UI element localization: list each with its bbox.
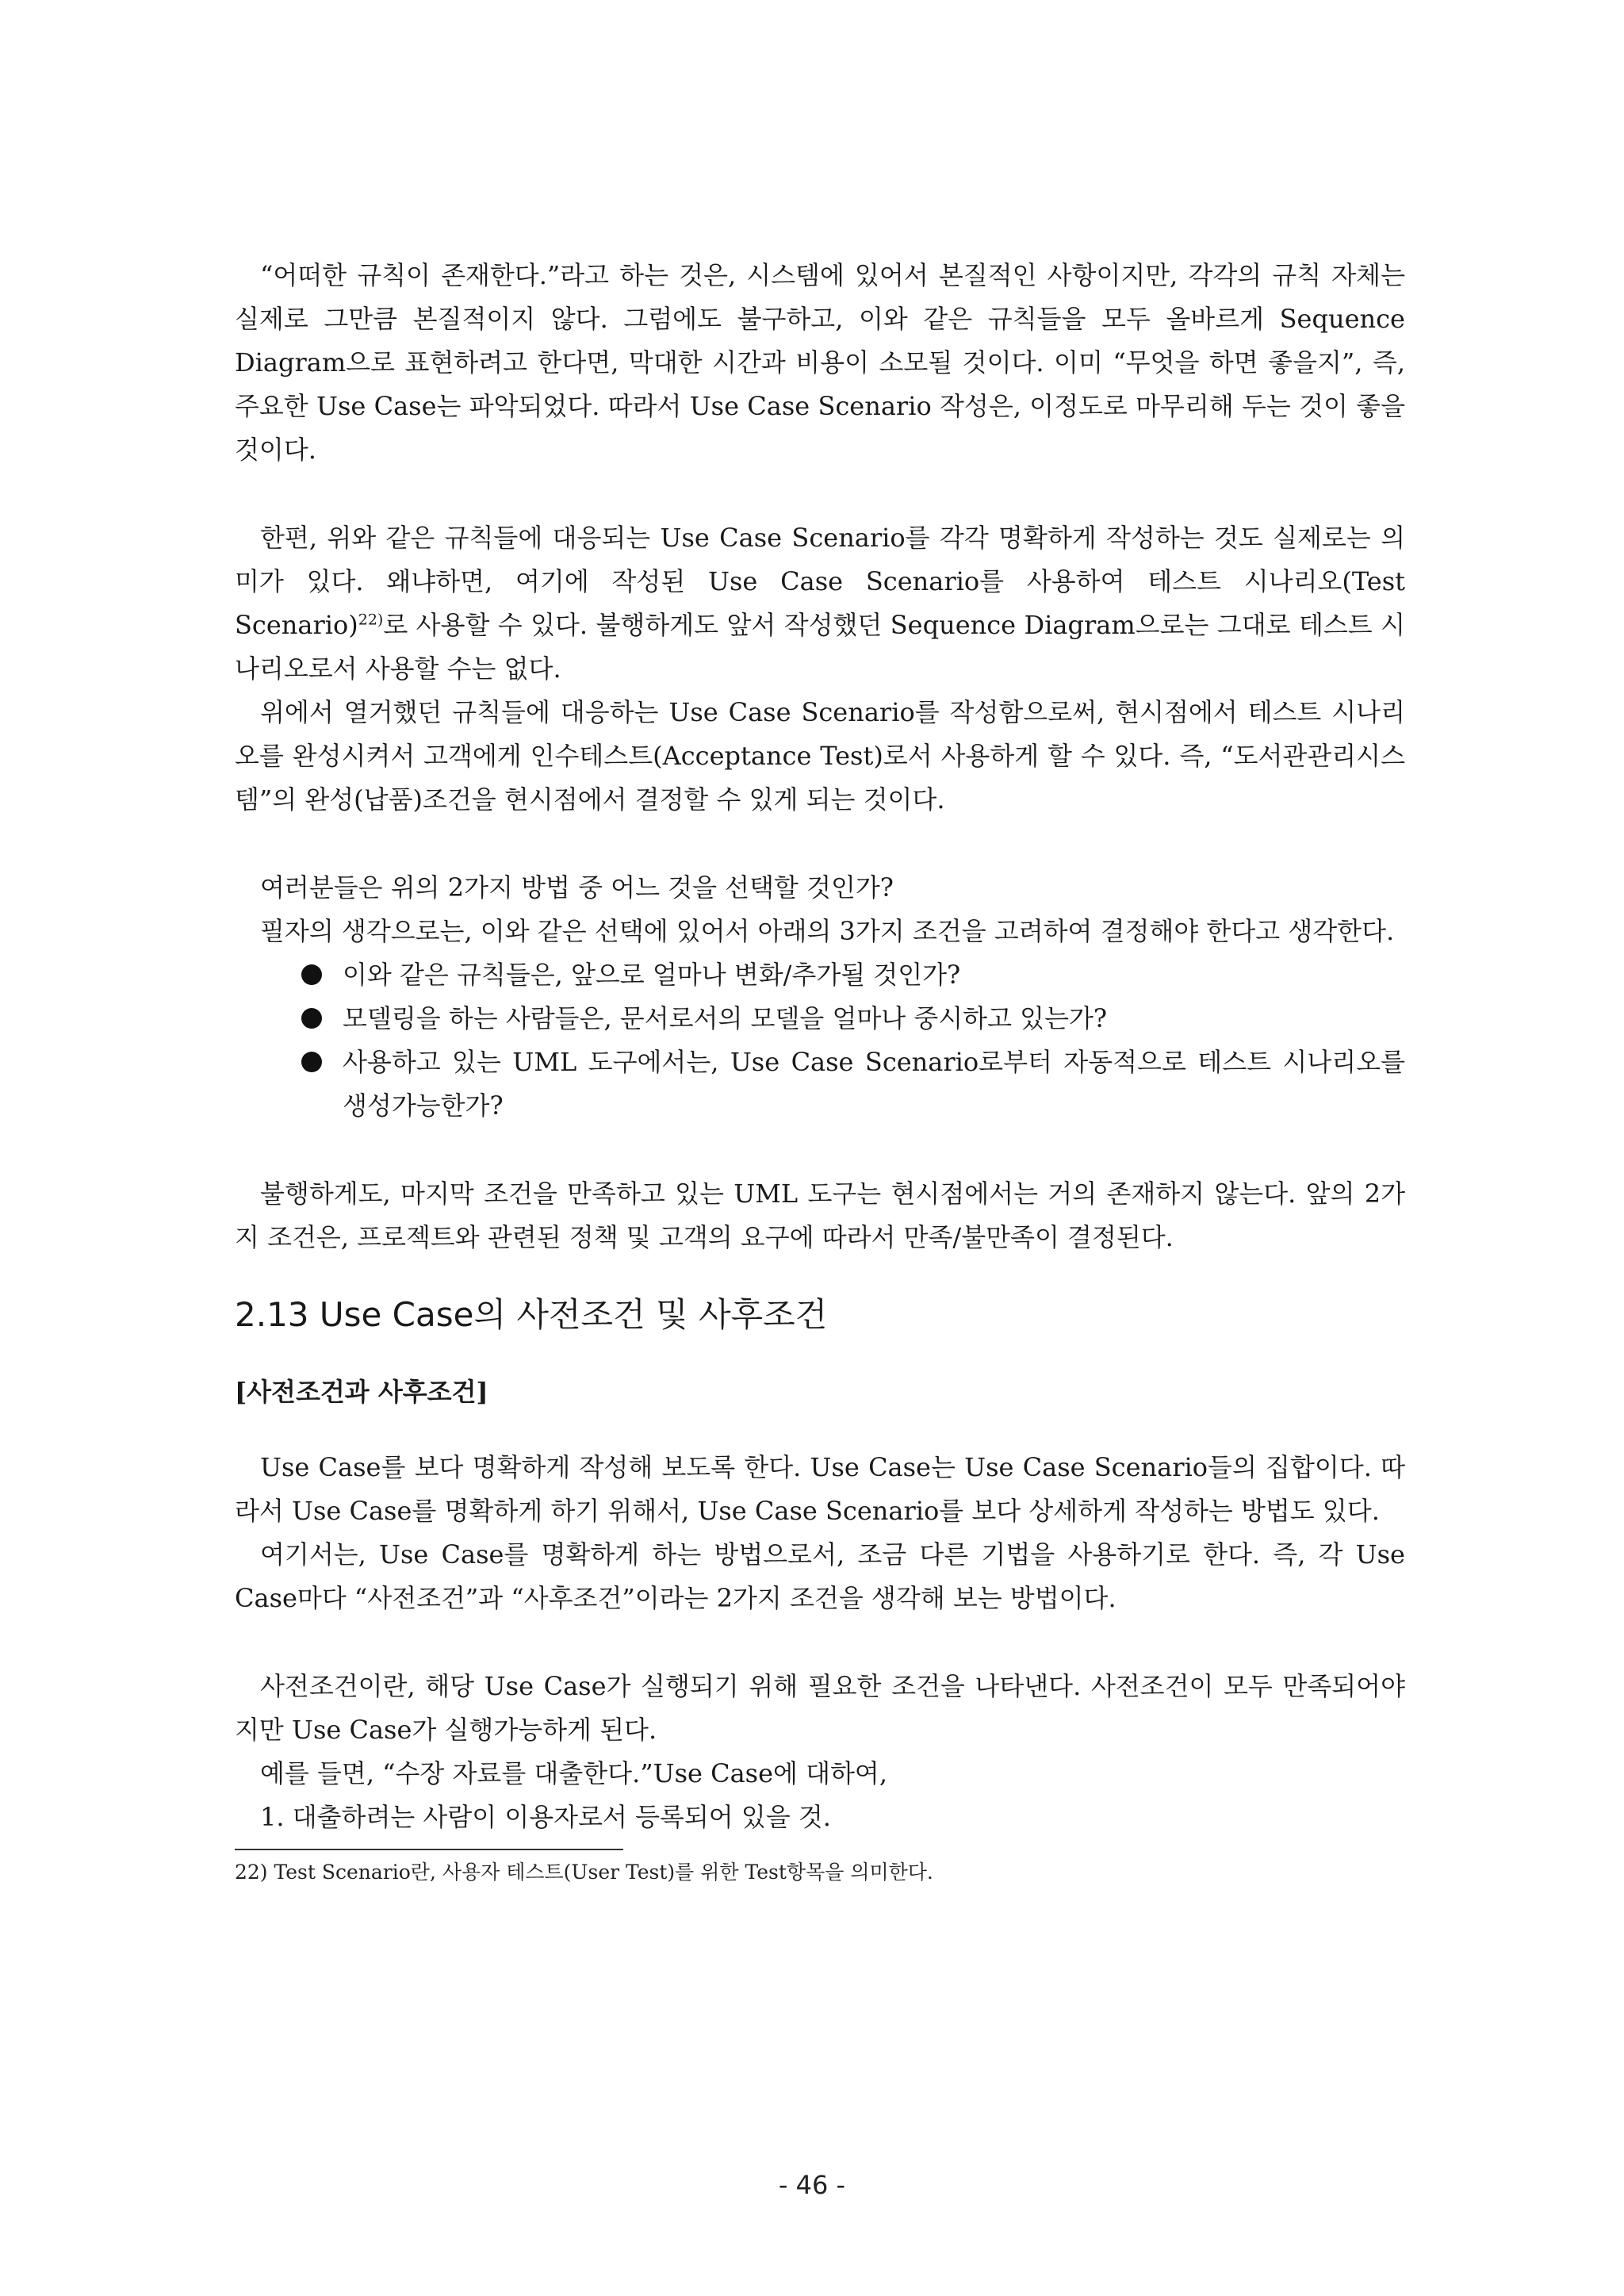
paragraph-uml-tools: 불행하게도, 마지막 조건을 만족하고 있는 UML 도구는 현시점에서는 거의 존재하지 않는다. 앞의 2가지 조건은, 프로젝트와 관련된 정책 및 고객의 요구에 따라서 만족/불만족이 결정된다. xyxy=(235,1179,1405,1252)
list-item xyxy=(301,1041,1405,1128)
bullet-icon xyxy=(301,964,322,985)
paragraph-example: 예를 들면, “수장 자료를 대출한다.”Use Case에 대하여, xyxy=(260,1758,888,1788)
bullet-icon xyxy=(301,1008,322,1029)
bullet-icon xyxy=(301,1052,322,1072)
paragraph-conditions-intro: 필자의 생각으로는, 이와 같은 선택에 있어서 아래의 3가지 조건을 고려하여 결정해야 한다고 생각한다. xyxy=(260,916,1395,946)
paragraph-test-scenario xyxy=(235,516,1405,691)
footnote: 22) Test Scenario란, 사용자 테스트(User Test)를 위한 Test항목을 의미한다. xyxy=(235,1861,933,1884)
paragraph-pre-post-method: 여기서는, Use Case를 명확하게 하는 방법으로서, 조금 다른 기법을 사용하기로 한다. 즉, 각 Use Case마다 “사전조건”과 “사후조건”이라는 2가지 조건을 생각해 보는 방법이다. xyxy=(235,1539,1405,1613)
page-number: - 46 - xyxy=(778,2170,846,2200)
paragraph-use-case-clarify: Use Case를 보다 명확하게 작성해 보도록 한다. Use Case는 Use Case Scenario들의 집합이다. 따라서 Use Case를 명확하게 하기 위해서, Use Case Scenario를 보다 상세하게 작성하는 방법도 있다. xyxy=(235,1452,1405,1526)
footnote-divider xyxy=(235,1849,623,1850)
subsection-heading: [사전조건과 사후조건] xyxy=(235,1377,488,1407)
paragraph-text: 한편, 위와 같은 규칙들에 대응되는 Use Case Scenario를 각각 명확하게 작성하는 것도 실제로는 의미가 있다. 왜냐하면, 여기에 작성된 Use Case Scenario를 사용하여 테스트 시나리오(Test Scenario) xyxy=(235,523,1405,640)
conditions-list xyxy=(235,953,1405,1128)
paragraph-text: 로 사용할 수 있다. 불행하게도 앞서 작성했던 Sequence Diagram으로는 그대로 테스트 시나리오로서 사용할 수는 없다. xyxy=(235,610,1405,684)
paragraph-rules-essential: “어떠한 규칙이 존재한다.”라고 하는 것은, 시스템에 있어서 본질적인 사항이지만, 각각의 규칙 자체는 실제로 그만큼 본질적이지 않다. 그럼에도 불구하고, 이와 같은 규칙들을 모두 올바르게 Sequence Diagram으로 표현하려고 한다면, 막대한 시간과 비용이 소모될 것이다. 이미 “무엇을 하면 좋을지”, 즉, 주요한 Use Case는 파악되었다. 따라서 Use Case Scenario 작성은, 이정도로 마무리해 두는 것이 좋을 것이다. xyxy=(235,260,1405,465)
list-item-text: 모델링을 하는 사람들은, 문서로서의 모델을 얼마나 중시하고 있는가? xyxy=(343,1003,1108,1033)
paragraph-precondition-def: 사전조건이란, 해당 Use Case가 실행되기 위해 필요한 조건을 나타낸다. 사전조건이 모두 만족되어야지만 Use Case가 실행가능하게 된다. xyxy=(235,1671,1405,1745)
paragraph-example-item-1: 1. 대출하려는 사람이 이용자로서 등록되어 있을 것. xyxy=(260,1802,831,1832)
list-item xyxy=(301,997,1405,1041)
list-item-text: 이와 같은 규칙들은, 앞으로 얼마나 변화/추가될 것인가? xyxy=(343,960,961,990)
list-item xyxy=(301,953,1405,997)
paragraph-acceptance-test: 위에서 열거했던 규칙들에 대응하는 Use Case Scenario를 작성함으로써, 현시점에서 테스트 시나리오를 완성시켜서 고객에게 인수테스트(Acceptance Test)로서 사용하게 할 수 있다. 즉, “도서관관리시스템”의 완성(납품)조건을 현시점에서 결정할 수 있게 되는 것이다. xyxy=(235,697,1405,815)
section-heading: 2.13 Use Case의 사전조건 및 사후조건 xyxy=(235,1295,828,1334)
page-body xyxy=(235,254,1405,1887)
footnote-reference: 22) xyxy=(358,611,384,629)
list-item-text: 사용하고 있는 UML 도구에서는, Use Case Scenario로부터 자동적으로 테스트 시나리오를 생성가능한가? xyxy=(343,1047,1405,1121)
paragraph-question: 여러분들은 위의 2가지 방법 중 어느 것을 선택할 것인가? xyxy=(260,872,894,903)
